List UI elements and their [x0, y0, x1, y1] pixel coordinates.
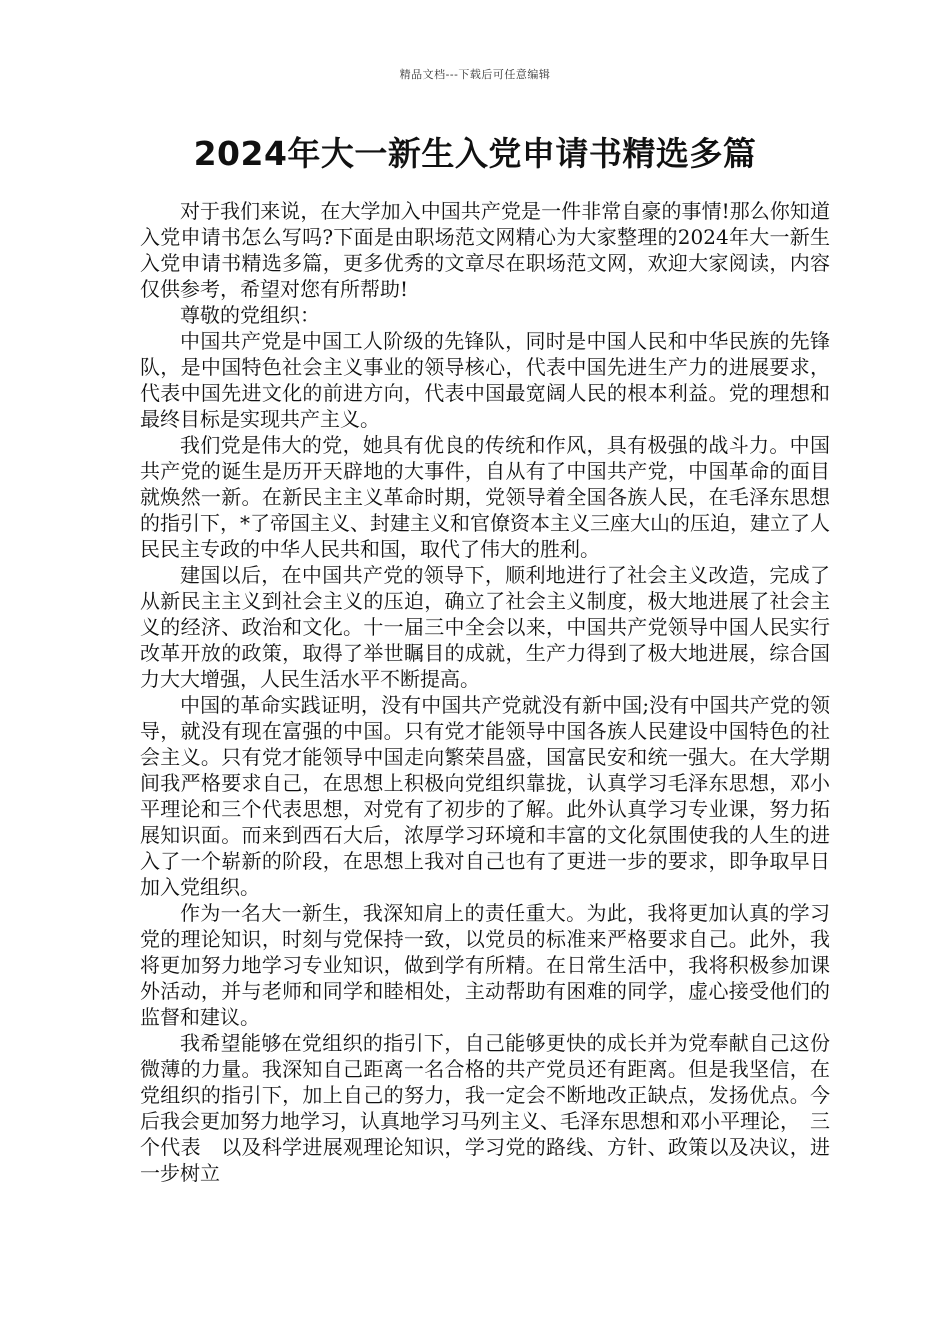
- body-paragraph: 建国以后，在中国共产党的领导下，顺利地进行了社会主义改造，完成了从新民主主义到社会主义的压迫，确立了社会主义制度，极大地进展了社会主义的经济、政治和文化。十一届三中全会以来，中国共产党领导中国人民实行改革开放的政策，取得了举世瞩目的成就，生产力得到了极大地进展，综合国力大大增强，人民生活水平不断提高。: [140, 563, 830, 691]
- body-paragraph: 中国的革命实践证明，没有中国共产党就没有新中国;没有中国共产党的领导，就没有现在富强的中国。只有党才能领导中国各族人民建设中国特色的社会主义。只有党才能领导中国走向繁荣昌盛，国富民安和统一强大。在大学期间我严格要求自己，在思想上积极向党组织靠拢，认真学习毛泽东思想，邓小平理论和三个代表思想，对党有了初步的了解。此外认真学习专业课，努力拓展知识面。而来到西石大后，浓厚学习环境和丰富的文化氛围使我的人生的进入了一个崭新的阶段，在思想上我对自己也有了更进一步的要求，即争取早日加入党组织。: [140, 693, 830, 899]
- body-paragraph: 作为一名大一新生，我深知肩上的责任重大。为此，我将更加认真的学习党的理论知识，时刻与党保持一致，以党员的标准来严格要求自己。此外，我将更加努力地学习专业知识，做到学有所精。在日常生活中，我将积极参加课外活动，并与老师和同学和睦相处，主动帮助有困难的同学，虚心接受他们的监督和建议。: [140, 901, 830, 1029]
- salutation: 尊敬的党组织：: [180, 303, 320, 327]
- document-title: 2024年大一新生入党申请书精选多篇: [193, 134, 757, 173]
- body-paragraph: 中国共产党是中国工人阶级的先锋队，同时是中国人民和中华民族的先锋队，是中国特色社会主义事业的领导核心，代表中国先进生产力的进展要求，代表中国先进文化的前进方向，代表中国最宽阔人民的根本利益。党的理想和最终目标是实现共产主义。: [140, 329, 830, 431]
- document-body: [140, 198, 830, 1186]
- body-paragraph: 我希望能够在党组织的指引下，自己能够更快的成长并为党奉献自己这份微薄的力量。我深知自己距离一名合格的共产党员还有距离。但是我坚信，在党组织的指引下，加上自己的努力，我一定会不断地改正缺点，发扬优点。今后我会更加努力地学习，认真地学习马列主义、毛泽东思想和邓小平理论， 三个代表 以及科学进展观理论知识，学习党的路线、方针、政策以及决议，进一步树立: [140, 1031, 830, 1185]
- header-note: 精品文档---下载后可任意编辑: [399, 68, 551, 81]
- body-paragraph: 我们党是伟大的党，她具有优良的传统和作风，具有极强的战斗力。中国共产党的诞生是历开天辟地的大事件，自从有了中国共产党，中国革命的面目就焕然一新。在新民主主义革命时期，党领导着全国各族人民，在毛泽东思想的指引下，*了帝国主义、封建主义和官僚资本主义三座大山的压迫，建立了人民民主专政的中华人民共和国，取代了伟大的胜利。: [140, 433, 830, 561]
- intro-paragraph: 对于我们来说，在大学加入中国共产党是一件非常自豪的事情!那么你知道入党申请书怎么写吗?下面是由职场范文网精心为大家整理的2024年大一新生入党申请书精选多篇，更多优秀的文章尽在职场范文网，欢迎大家阅读，内容仅供参考，希望对您有所帮助!: [140, 199, 830, 301]
